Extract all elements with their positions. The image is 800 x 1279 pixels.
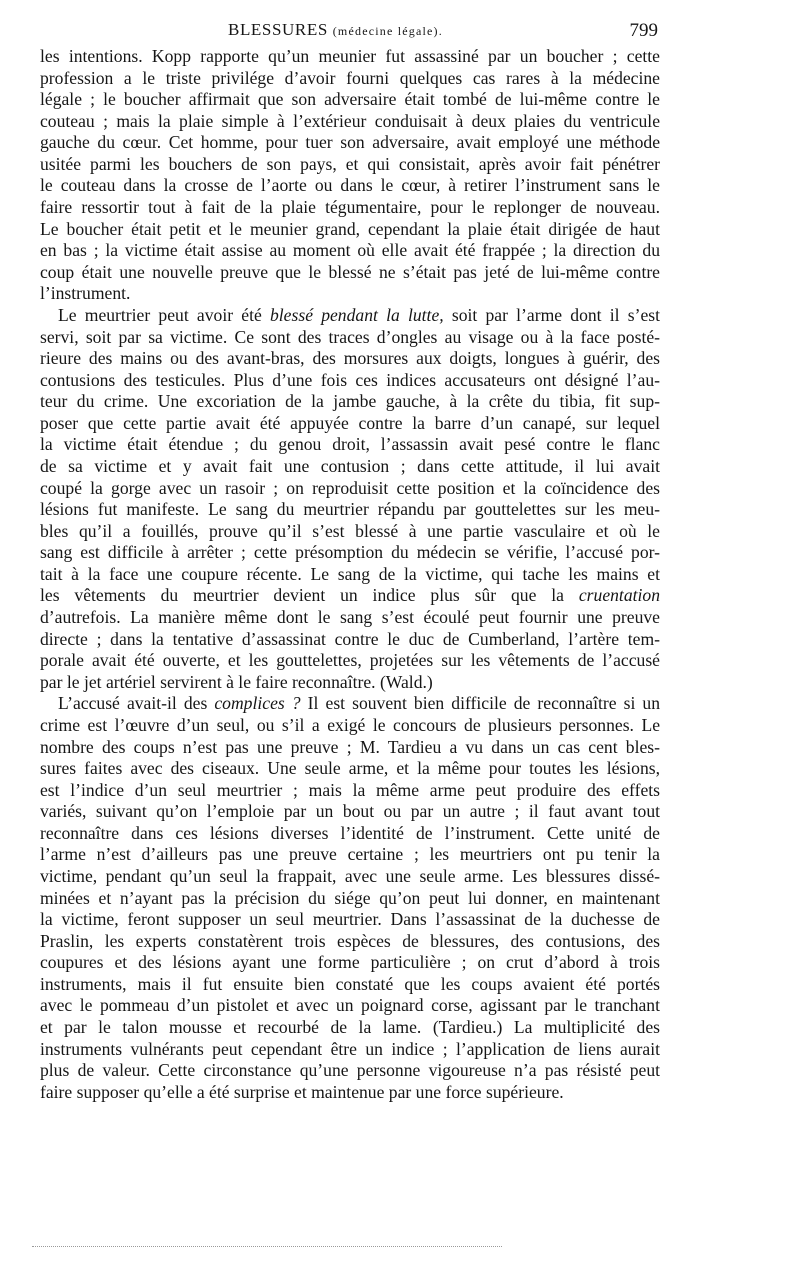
text-line: légale ; le boucher affirmait que son adversaire était tombé de lui-même contre le (40, 89, 660, 110)
text-line: variés, suivant qu’on l’emploie par un bout ou par un autre ; il faut avant tout (40, 801, 660, 822)
text-line: Le boucher était petit et le meunier grand, cependant la plaie était dirigée de haut (40, 218, 660, 239)
text-line: coupures et des lésions ayant une forme particulière ; on crut d’abord à trois (40, 952, 660, 973)
text-line: reconnaître dans ces lésions diverses l’identité de l’instrument. Cette unité de (40, 822, 660, 843)
text-line: l’arme n’est d’ailleurs pas une preuve certaine ; les meurtriers ont pu tenir la (40, 844, 660, 865)
text-line: et par le talon mousse et recourbé de la lame. (Tardieu.) La multiplicité des (40, 1017, 660, 1038)
italic-phrase: blessé pendant la lutte, (270, 304, 444, 325)
running-title (228, 20, 443, 40)
text-line: bles qu’il a fouillés, prouve qu’il s’est blessé à une partie vasculaire et où le (40, 520, 660, 541)
text-line: par le jet artériel servirent à le faire reconnaître. (Wald.) (40, 671, 433, 692)
text-line: victime, pendant qu’un seul la frappait, avec une seule arme. Les blessures dissé- (40, 865, 660, 886)
text-line: gauche du cœur. Cet homme, pour tuer son adversaire, avait employé une méthode (40, 132, 660, 153)
running-head (40, 20, 660, 44)
text-line: minées et n’ayant pas la précision du siége qu’on peut lui donner, en maintenant (40, 887, 660, 908)
text-line: faire supposer qu’elle a été surprise et maintenue par une force supérieure. (40, 1081, 564, 1102)
text-line: la victime, feront supposer un seul meurtrier. Dans l’assassinat de la duchesse de (40, 909, 660, 930)
text-line: teur du crime. Une excoriation de la jambe gauche, à la crête du tibia, fit sup- (40, 391, 660, 412)
text-line: Praslin, les experts constatèrent trois espèces de blessures, des contusions, des (40, 930, 660, 951)
text-line: instruments, mais il fut ensuite bien constaté que les coups avaient été portés (40, 973, 660, 994)
text-line: le couteau dans la crosse de l’aorte ou dans le cœur, à retirer l’instrument sans le (40, 175, 660, 196)
line-text: L’accusé avait-il des (58, 693, 215, 714)
text-line: porale avait été ouverte, et les gouttelettes, projetées sur les vêtements de l’accusé (40, 650, 660, 671)
text-line (40, 585, 660, 607)
text-line: contusions des testicules. Plus d’une fois ces indices accusateurs ont désigné l’au- (40, 369, 660, 390)
text-line: instruments vulnérants peut cependant être un indice ; l’application de liens aurait (40, 1038, 660, 1059)
text-line: plus de valeur. Cette circonstance qu’une personne vigoureuse n’a pas résisté peut (40, 1060, 660, 1081)
text-line: coup était une nouvelle preuve que le blessé ne s’était pas jeté de lui-même contre (40, 261, 660, 282)
running-title-main: BLESSURES (228, 20, 328, 39)
page-number: 799 (629, 20, 658, 41)
text-line: directe ; dans la tentative d’assassinat contre le duc de Cumberland, l’artère tem- (40, 628, 660, 649)
line-text: Il est souvent bien difficile de reconnaître si un (300, 693, 660, 714)
text-line: profession a le triste privilége d’avoir fourni quelques cas rares à la médecine (40, 67, 660, 88)
text-line: sang est difficile à arrêter ; cette présomption du médecin se vérifie, l’accusé por- (40, 542, 660, 563)
text-line: lésions fut manifeste. Le sang du meurtrier répandu par gouttelettes sur les meu- (40, 499, 660, 520)
line-text: Le meurtrier peut avoir été (58, 304, 270, 325)
text-line: rieure des mains ou des avant-bras, des morsures aux doigts, longues à guérir, des (40, 348, 660, 369)
running-title-subtitle: (médecine légale). (332, 24, 443, 38)
text-line: la victime était étendue ; du genou droit, l’assassin avait pesé contre le flanc (40, 434, 660, 455)
text-line: sures faites avec des ciseaux. Une seule arme, et la même pour toutes les lésions, (40, 758, 660, 779)
text-line: est l’indice d’un seul meurtrier ; mais la même arme peut produire des effets (40, 779, 660, 800)
text-line (40, 693, 660, 715)
text-line: crime est l’œuvre d’un seul, ou s’il a exigé le concours de plusieurs personnes. Le (40, 714, 660, 735)
text-line: avec le pommeau d’un pistolet et avec un poignard corse, agissant par le tranchant (40, 995, 660, 1016)
text-line: de sa victime et y avait fait une contusion ; dans cette attitude, il lui avait (40, 455, 660, 476)
body-text (40, 46, 660, 1103)
italic-phrase: cruentation (578, 585, 660, 606)
text-line: poser que cette partie avait été appuyée contre la barre d’un canapé, sur lequel (40, 412, 660, 433)
text-line: faire ressortir tout à fait de la plaie tégumentaire, pour le replonger de nouveau. (40, 197, 660, 218)
text-line: d’autrefois. La manière même dont le sang s’est écoulé peut fournir une preuve (40, 607, 660, 628)
text-line (40, 305, 660, 327)
paragraph (40, 693, 660, 1103)
text-line: coupé la gorge avec un rasoir ; on reproduisit cette position et la coïncidence des (40, 477, 660, 498)
footer-rule (32, 1246, 502, 1247)
line-text: soit par l’arme dont il s’est (443, 304, 660, 325)
text-line: servi, soit par sa victime. Ce sont des traces d’ongles au visage ou à la face posté- (40, 326, 660, 347)
text-line: couteau ; mais la plaie simple à l’extérieur conduisait à deux plaies du ventricule (40, 110, 660, 131)
line-text: les vêtements du meurtrier devient un indice plus sûr que la (40, 585, 579, 606)
text-line: usitée parmi les bouchers de son pays, et qui consistait, après avoir fait pénétrer (40, 153, 660, 174)
text-line: tait à la face une coupure récente. Le sang de la victime, qui tache les mains et (40, 563, 660, 584)
paragraph (40, 46, 660, 305)
text-line: les intentions. Kopp rapporte qu’un meunier fut assassiné par un boucher ; cette (40, 46, 660, 66)
paragraph (40, 305, 660, 693)
text-line: en bas ; la victime était assise au moment où elle avait été frappée ; la direction du (40, 240, 660, 261)
italic-phrase: complices ? (214, 693, 301, 714)
text-line: l’instrument. (40, 283, 131, 304)
text-line: nombre des coups n’est pas une preuve ; M. Tardieu a vu dans un cas cent bles- (40, 736, 660, 757)
